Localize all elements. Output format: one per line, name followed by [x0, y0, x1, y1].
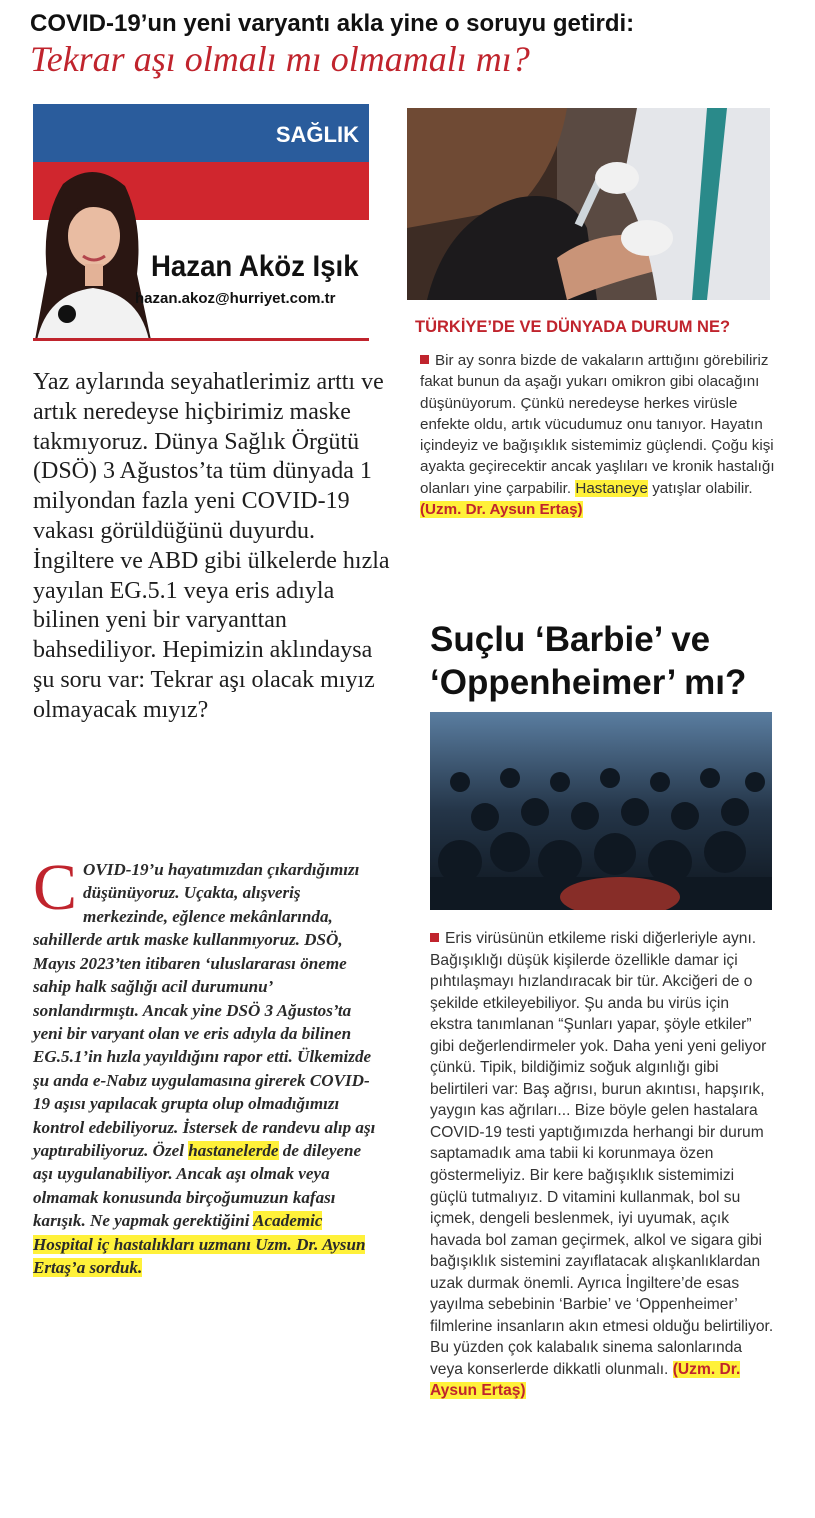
- sidebar2-title: Suçlu ‘Barbie’ ve ‘Oppenheimer’ mı?: [430, 620, 747, 702]
- sidebar2-body: Eris virüsünün etkileme riski diğerleriyle aynı. Bağışıklığı düşük kişilerde özellikle damar içi pıhtılaşmayı hızlandıracak bir tür. Akciğeri de o şekilde etkileyebiliyor. Şu anda bu virüs için ekstra tanımlanan “Şunları yapar, şöyle etkiler” gibi değerlendirmeler yok. Daha yeni yeni geliyor çünkü. Tipik, bildiğimiz soğuk algınlığı gibi belirtileri var: Baş ağrısı, burun akıntısı, hapşırık, yaygın kas ağrıları... Bize böyle gelen hastalara COVID-19 testi yaptığımızda herhangi bir durum saptamadık ama tabii ki korunmaya özen göstermeliyiz. Bir kere bağışıklık sistemimizi güçlü tutmalıyız. D vitamini kullanmak, bol su içmek, dengeli beslenmek, iyi uyumak, açık havada bol zaman geçirmek, alkol ve sigara gibi bağışıklık sistemini zayıflatacak alışkanlıklardan uzak durmak önemli. Ayrıca İngiltere’de esas yayılma sebebinin ‘Barbie’ ve ‘Oppenheimer’ filmlerine insanların akın etmesi olduğu belirtiliyor. Bu yüzden çok kalabalık sinema salonlarında veya konserlerde dikkatli olunmalı.: [430, 930, 774, 1378]
- sidebar1-source: (Uzm. Dr. Aysun Ertaş): [420, 501, 583, 519]
- headline-title: Tekrar aşı olmalı mı olmamalı mı?: [30, 39, 530, 79]
- lead-paragraph: Yaz aylarında seyahatlerimiz arttı ve artık neredeyse hiçbirimiz maske takmıyoruz. Dünya Sağlık Örgütü (DSÖ) 3 Ağustos’ta tüm dünyada 1 milyondan fazla yeni COVID-19 vakası görüldüğünü duyurdu. İngiltere ve ABD gibi ülkelerde hızla yayılan EG.5.1 veya eris adıyla bilinen yeni bir varyanttan bahsediliyor. Hepimizin aklındaysa şu soru var: Tekrar aşı olacak mıyız olmayacak mıyız?: [33, 369, 390, 723]
- bullet-square: [420, 355, 429, 364]
- author-portrait: [33, 164, 153, 340]
- headline-kicker: COVID-19’un yeni varyantı akla yine o soruyu getirdi:: [30, 10, 635, 37]
- sidebar2-source: (Uzm. Dr. Aysun Ertaş): [430, 1360, 741, 1400]
- columnist-box: [33, 104, 369, 340]
- section-tag: SAĞLIK: [275, 122, 359, 147]
- body-text: [33, 851, 378, 1280]
- body-part-2: de dileyene aşı uygulanabiliyor. Ancak aşı olmak veya olmamak konusunda birçoğumuzun kafası karışık. Ne yapmak gerektiğini: [33, 1141, 362, 1231]
- sidebar1-tail: yatışlar olabilir.: [652, 479, 753, 497]
- bullet-square-2: [430, 933, 439, 942]
- body-highlight-2: Academic Hospital iç hastalıkları uzmanı Uzm. Dr. Aysun Ertaş’a sorduk.: [33, 1211, 366, 1278]
- sidebar1-body: Bir ay sonra bizde de vakaların arttığını görebiliriz fakat bunun da aşağı yukarı omikron gibi olacağını düşünüyorum. Çünkü neredeyse herkes virüsle enfekte oldu, artık vücudumuz onu tanıyor. Hayatın içindeyiz ve bağışıklık sistemimiz güçlendi. Çoğu kişi ayakta geçirecektir ancak yaşlıları ve kronik hastalığı olanları yine çarpabilir.: [420, 352, 775, 497]
- sidebar1-title: TÜRKİYE’DE VE DÜNYADA DURUM NE?: [415, 318, 731, 336]
- sidebar1-text: [420, 350, 780, 520]
- author-name: Hazan Aköz Işık: [151, 250, 359, 283]
- drop-cap: C: [33, 851, 78, 924]
- columnist-divider: [33, 338, 369, 341]
- cinema-audience-photo: [430, 712, 772, 910]
- body-part-1: OVID-19’u hayatımızdan çıkardığımızı düşünüyoruz. Uçakta, alışveriş merkezinde, eğlence mekânlarında, sahillerde artık maske kullanmıyoruz. DSÖ, Mayıs 2023’ten itibaren ‘uluslararası öneme sahip halk sağlığı acil durumunu’ sonlandırmıştı. Ancak yine DSÖ 3 Ağustos’ta yeni bir varyant olan ve eris adıyla da bilinen EG.5.1’in hızla yayıldığını rapor etti. Ülkemizde şu anda e-Nabız uygulamasına girerek COVID-19 aşısı yapılacak grupta olup olmadığımızı kontrol edebiliyoruz. İstersek de randevu alıp aşı yaptırabiliyoruz. Özel: [33, 860, 376, 1161]
- vaccination-photo: [407, 108, 770, 300]
- sidebar1-highlight: Hastaneye: [575, 479, 648, 497]
- author-email: hazan.akoz@hurriyet.com.tr: [135, 290, 336, 307]
- sidebar2-text: [430, 928, 775, 1402]
- body-highlight-1: hastanelerde: [188, 1141, 279, 1161]
